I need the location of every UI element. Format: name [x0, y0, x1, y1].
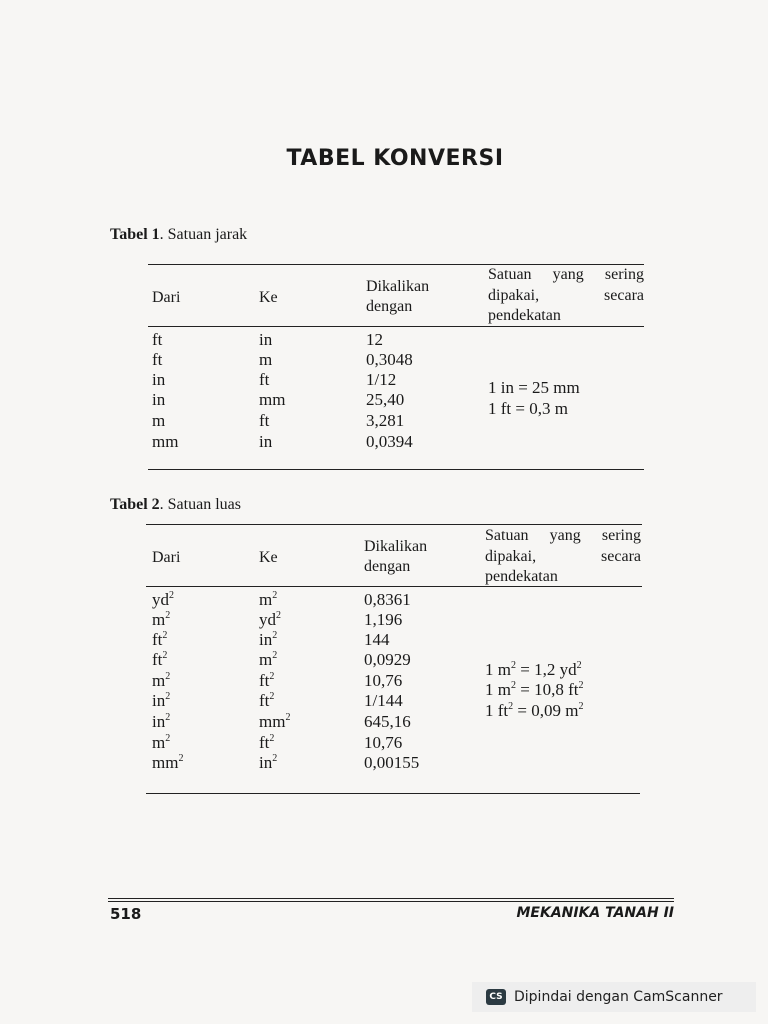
page-number: 518: [110, 905, 142, 923]
t2-row6-dari-unit: in: [152, 691, 166, 710]
t1-row3-dari: in: [152, 370, 166, 389]
t1-row5-dari: m: [152, 411, 166, 430]
t2-row3-dari-unit: ft: [152, 630, 163, 649]
t2-row7-ke: [259, 712, 290, 732]
t2-row6-ke-exp: 2: [269, 691, 275, 702]
table2-header-satuan-line1: [485, 526, 641, 547]
table1-satuan-word-c: sering: [604, 266, 644, 283]
table1-header-dikalikan-line1: Dikalikan: [366, 278, 430, 295]
t2-approx-3: [485, 701, 583, 721]
t2-row9-ke-unit: in: [259, 753, 273, 772]
table1-caption-label: Tabel 1: [110, 226, 160, 243]
table1-satuan-word-d: dipakai,: [488, 286, 540, 304]
table2-header-dikalikan-line1: Dikalikan: [364, 538, 428, 555]
t2-row6-dari-exp: 2: [165, 691, 171, 702]
footer-rule-bottom: [108, 901, 674, 902]
table2-header-dikalikan: [364, 537, 427, 577]
table2-caption-text: . Satuan luas: [159, 496, 241, 513]
table2-satuan-word-d: dipakai,: [485, 547, 537, 565]
t2-row3-dari-exp: 2: [162, 630, 168, 641]
table2-satuan-word-a: Satuan: [485, 527, 529, 544]
t2-row4-dari-exp: 2: [162, 650, 168, 661]
t2-approx-3-left: 1 ft: [485, 701, 509, 720]
t2-row2-dari-unit: m: [152, 610, 166, 629]
t2-approx-3-exp-b: 2: [578, 701, 584, 712]
table2-header-satuan: [485, 526, 641, 588]
t2-row5-kali: 10,76: [364, 671, 403, 690]
table2-top-rule: [146, 524, 642, 525]
t2-row6-dari: [152, 691, 170, 711]
t2-row2-ke-unit: yd: [259, 610, 276, 629]
t2-row4-ke-exp: 2: [272, 650, 278, 661]
t2-approx-2-exp-a: 2: [510, 680, 516, 691]
table2-header-ke: Ke: [259, 549, 278, 566]
t2-row7-dari-unit: in: [152, 712, 166, 731]
t1-row4-kali: 25,40: [366, 390, 405, 409]
table1-header-satuan-line3: pendekatan: [488, 307, 561, 324]
book-title: MEKANIKA TANAH II: [516, 905, 674, 921]
t2-row1-dari-unit: yd: [152, 590, 169, 609]
t2-row8-ke-exp: 2: [269, 733, 275, 744]
t2-row8-ke: [259, 733, 274, 753]
table2-header-rule: [146, 586, 642, 587]
table1-header-rule: [148, 326, 644, 327]
t1-row5-ke: ft: [259, 411, 270, 430]
t2-row3-dari: [152, 630, 167, 650]
t2-row9-dari: [152, 753, 183, 773]
t1-row4-ke: mm: [259, 390, 286, 409]
table1-header-ke: Ke: [259, 289, 278, 306]
t2-row4-dari: [152, 650, 167, 670]
t1-row1-dari: ft: [152, 330, 163, 349]
t1-row1-kali: 12: [366, 330, 383, 349]
t2-row4-ke: [259, 650, 277, 670]
t2-row8-dari: [152, 733, 170, 753]
t2-row2-ke: [259, 610, 281, 630]
t2-row1-ke-unit: m: [259, 590, 273, 609]
t2-row5-ke-unit: ft: [259, 671, 270, 690]
table2-header-satuan-line3: pendekatan: [485, 568, 558, 585]
t2-row3-ke-unit: in: [259, 630, 273, 649]
t2-row4-ke-unit: m: [259, 650, 273, 669]
table1-satuan-word-a: Satuan: [488, 266, 532, 283]
camscanner-watermark: [472, 982, 756, 1012]
table2-header-dari: Dari: [152, 549, 181, 566]
t2-row7-kali: 645,16: [364, 712, 411, 731]
t1-row3-ke: ft: [259, 370, 270, 389]
t2-row9-ke: [259, 753, 277, 773]
t2-row6-kali: 1/144: [364, 691, 403, 710]
t2-approx-1-left: 1 m: [485, 660, 511, 679]
t2-row6-ke: [259, 691, 274, 711]
camscanner-text: Dipindai dengan CamScanner: [514, 989, 723, 1005]
t2-approx-2: [485, 680, 583, 700]
t2-approx-1-exp-b: 2: [576, 660, 582, 671]
t2-row9-kali: 0,00155: [364, 753, 420, 772]
table2-header-satuan-line2: [485, 547, 641, 568]
t2-row5-ke-exp: 2: [269, 671, 275, 682]
t2-row7-ke-exp: 2: [285, 712, 291, 723]
t1-row6-kali: 0,0394: [366, 432, 413, 451]
t2-row8-kali: 10,76: [364, 733, 403, 752]
t2-row8-dari-unit: m: [152, 733, 166, 752]
table1-satuan-word-b: yang: [552, 266, 584, 283]
t2-row5-dari-exp: 2: [165, 671, 171, 682]
table1-header-dikalikan-line2: dengan: [366, 298, 413, 315]
t2-row9-dari-exp: 2: [178, 753, 184, 764]
t2-row5-dari-unit: m: [152, 671, 166, 690]
t2-approx-1: [485, 660, 582, 680]
t2-row7-ke-unit: mm: [259, 712, 286, 731]
t2-row8-ke-unit: ft: [259, 733, 270, 752]
t2-approx-2-right: = 10,8 ft: [515, 680, 579, 699]
t2-row1-ke: [259, 590, 277, 610]
t2-approx-3-right: = 0,09 m: [513, 701, 579, 720]
t2-row6-ke-unit: ft: [259, 691, 270, 710]
t1-row3-kali: 1/12: [366, 370, 397, 389]
table2-caption: [110, 496, 241, 514]
t2-row4-kali: 0,0929: [364, 650, 411, 669]
table2-header-dikalikan-line2: dengan: [364, 558, 411, 575]
table1-header-dari: Dari: [152, 289, 181, 306]
t2-row2-kali: 1,196: [364, 610, 403, 629]
table2-caption-label: Tabel 2: [110, 496, 160, 513]
table1-satuan-word-e: secara: [604, 286, 644, 304]
t2-row9-ke-exp: 2: [272, 753, 278, 764]
t2-row2-dari-exp: 2: [165, 610, 171, 621]
t2-row2-dari: [152, 610, 170, 630]
t1-row2-dari: ft: [152, 350, 163, 369]
table1-header-dikalikan: [366, 277, 429, 317]
table2-satuan-word-c: sering: [601, 527, 641, 544]
table2-satuan-word-e: secara: [601, 547, 641, 565]
t1-row6-dari: mm: [152, 432, 179, 451]
table2-bottom-rule: [146, 793, 640, 794]
table1-caption: [110, 226, 247, 244]
t1-row1-ke: in: [259, 330, 273, 349]
t1-approx-1: 1 in = 25 mm: [488, 378, 580, 397]
t2-row4-dari-unit: ft: [152, 650, 163, 669]
t1-row2-kali: 0,3048: [366, 350, 413, 369]
t1-row4-dari: in: [152, 390, 166, 409]
t2-row7-dari-exp: 2: [165, 712, 171, 723]
t1-approx-2: 1 ft = 0,3 m: [488, 399, 568, 418]
t2-row1-ke-exp: 2: [272, 590, 278, 601]
t2-approx-1-exp-a: 2: [510, 660, 516, 671]
t2-approx-1-right: = 1,2 yd: [515, 660, 577, 679]
t2-approx-2-left: 1 m: [485, 680, 511, 699]
footer-rule-top: [108, 898, 674, 899]
t2-row3-ke-exp: 2: [272, 630, 278, 641]
table1-header-satuan-line2: [488, 286, 644, 307]
table1-header-satuan: [488, 265, 644, 327]
t2-row3-kali: 144: [364, 630, 390, 649]
t2-approx-2-exp-b: 2: [578, 680, 584, 691]
t2-row3-ke: [259, 630, 277, 650]
t2-row1-dari: [152, 590, 174, 610]
t1-row5-kali: 3,281: [366, 411, 405, 430]
t2-row8-dari-exp: 2: [165, 733, 171, 744]
t1-row2-ke: m: [259, 350, 273, 369]
table1-header-satuan-line1: [488, 265, 644, 286]
page-title: TABEL KONVERSI: [286, 146, 504, 171]
t2-row9-dari-unit: mm: [152, 753, 179, 772]
t2-row2-ke-exp: 2: [276, 610, 281, 621]
table1-caption-text: . Satuan jarak: [159, 226, 248, 243]
t1-row6-ke: in: [259, 432, 273, 451]
camscanner-logo-icon: CS: [486, 989, 506, 1005]
t2-row1-kali: 0,8361: [364, 590, 411, 609]
t2-row5-ke: [259, 671, 274, 691]
t2-row5-dari: [152, 671, 170, 691]
table2-satuan-word-b: yang: [549, 527, 581, 544]
table1-bottom-rule: [148, 469, 644, 470]
t2-approx-3-exp-a: 2: [508, 701, 514, 712]
t2-row7-dari: [152, 712, 170, 732]
t2-row1-dari-exp: 2: [169, 590, 174, 601]
